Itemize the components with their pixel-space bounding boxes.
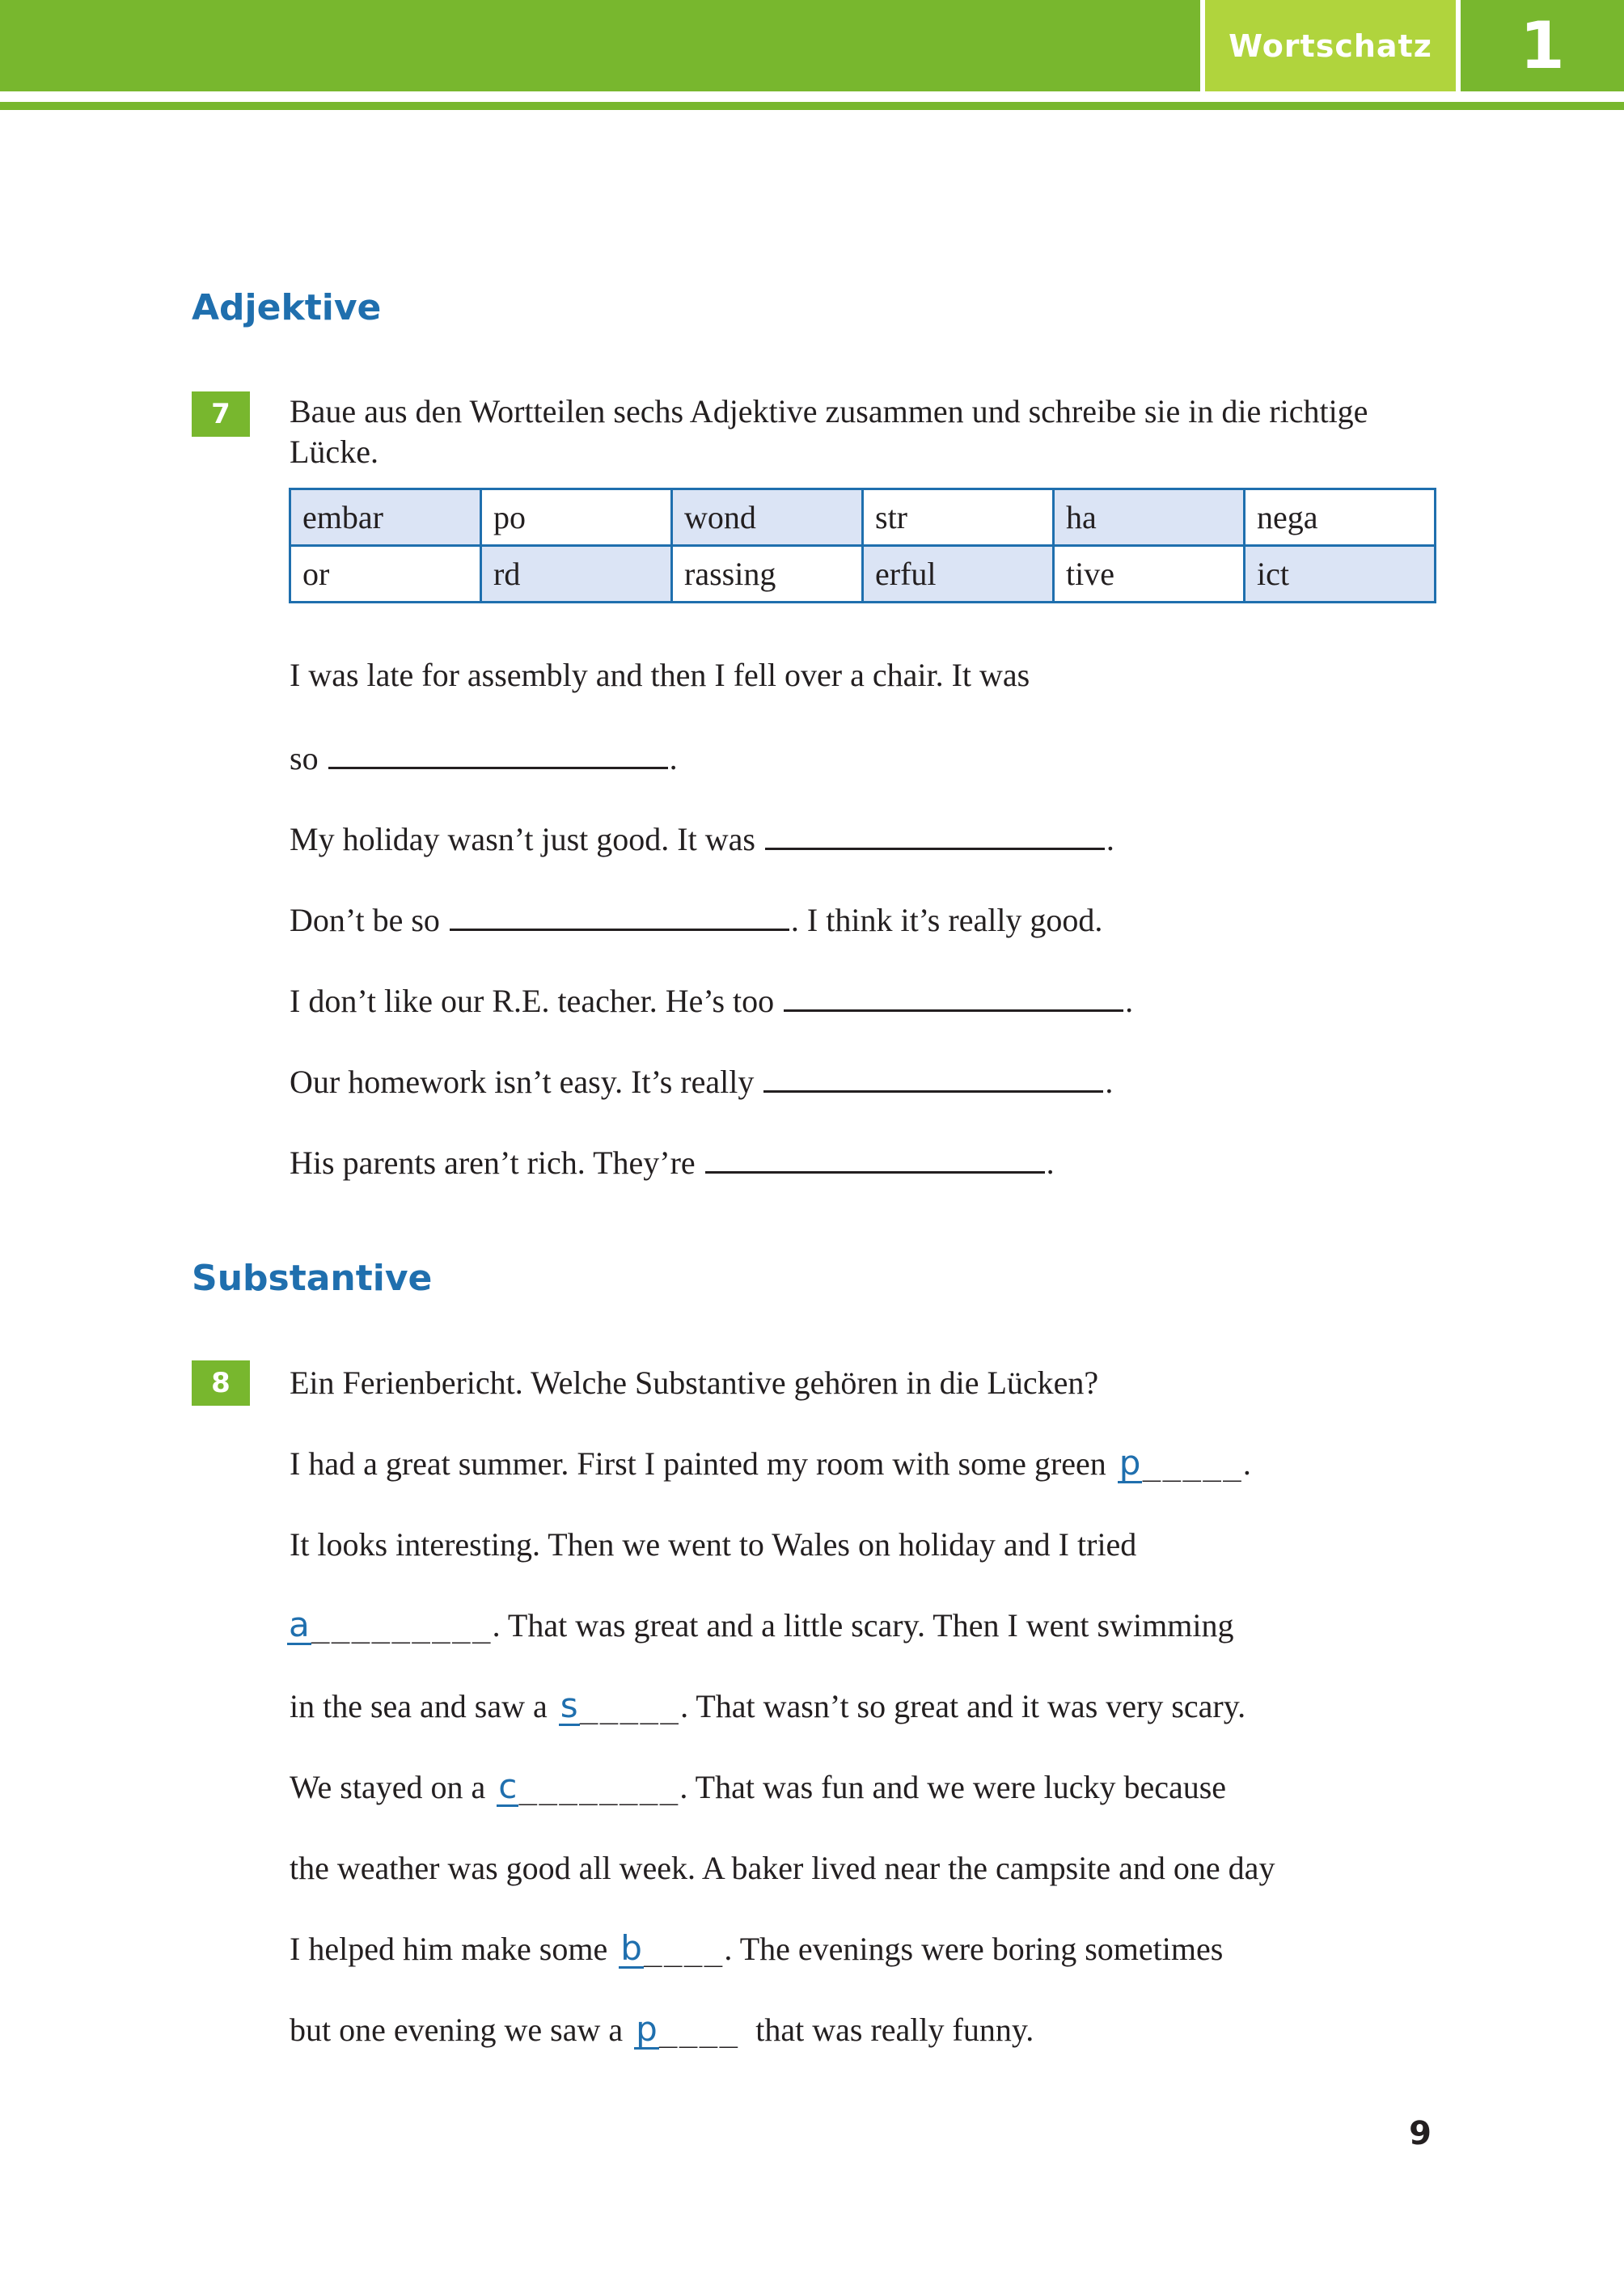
table-cell: rd: [481, 546, 672, 603]
text-segment: . The evenings were boring sometimes: [724, 1931, 1224, 1967]
table-cell: embar: [290, 489, 481, 546]
text-line: [290, 1848, 1275, 1889]
text-segment: It looks interesting. Then we went to Wales on holiday and I tried: [290, 1526, 1137, 1563]
gap-hint-letter[interactable]: p: [1119, 1443, 1141, 1483]
text-line: [290, 1767, 1226, 1808]
table-row: [290, 546, 1436, 603]
sentence-text: so: [290, 740, 319, 776]
exercise-number-badge: 8: [192, 1360, 250, 1406]
gap-hint-letter[interactable]: s: [560, 1686, 578, 1725]
exercise-instruction: Ein Ferienbericht. Welche Substantive gehören in die Lücken?: [290, 1364, 1099, 1401]
text-line: [290, 1444, 1251, 1484]
table-cell: rassing: [672, 546, 863, 603]
sentence-text: My holiday wasn’t just good. It was: [290, 821, 755, 857]
sentence-line: [290, 817, 1114, 860]
text-segment: the weather was good all week. A baker lived near the campsite and one day: [290, 1850, 1275, 1886]
answer-blank[interactable]: [450, 898, 789, 931]
answer-blank[interactable]: [763, 1060, 1103, 1093]
text-segment: that was really funny.: [739, 2012, 1034, 2048]
sentence-line: [290, 1060, 1113, 1102]
table-cell: nega: [1245, 489, 1436, 546]
sentence-text: His parents aren’t rich. They’re: [290, 1144, 696, 1181]
text-line: [290, 2010, 1034, 2050]
sentence-text: Don’t be so: [290, 902, 440, 938]
gap-hint-letter[interactable]: b: [620, 1928, 642, 1968]
answer-blank[interactable]: [705, 1140, 1045, 1174]
sentence-text: .: [1106, 821, 1114, 857]
exercise-instruction: Baue aus den Wortteilen sechs Adjektive zusammen und schreibe sie in die richtige Lücke.: [290, 393, 1368, 470]
text-segment: . That was fun and we were lucky because: [679, 1769, 1227, 1805]
chapter-number: 1: [1520, 8, 1565, 83]
gap-dashes: _________: [311, 1608, 493, 1644]
sentence-line: [290, 898, 1102, 941]
sentence-text: .: [1105, 1064, 1114, 1100]
section-tab-label: Wortschatz: [1205, 0, 1456, 91]
gap-dashes: _____: [579, 1689, 681, 1724]
text-segment: . That wasn’t so great and it was very scary.: [680, 1688, 1246, 1724]
exercise-number-badge: 7: [192, 391, 250, 437]
sentence-text: .: [1046, 1144, 1055, 1181]
answer-blank[interactable]: [784, 979, 1123, 1012]
text-line: [290, 1929, 1223, 1969]
gap-hint-letter[interactable]: c: [498, 1766, 518, 1806]
table-row: [290, 489, 1436, 546]
text-line: [290, 1686, 1245, 1727]
gap-hint-letter[interactable]: a: [289, 1605, 310, 1644]
table-cell: wond: [672, 489, 863, 546]
sentence-line: [290, 655, 1030, 696]
text-segment: I helped him make some: [290, 1931, 608, 1967]
sentence-text: . I think it’s really good.: [790, 902, 1103, 938]
sentence-text: .: [669, 740, 678, 776]
text-segment: . That was great and a little scary. Then I went swimming: [492, 1607, 1234, 1644]
sentence-text: Our homework isn’t easy. It’s really: [290, 1064, 755, 1100]
text-segment: We stayed on a: [290, 1769, 486, 1805]
text-segment: in the sea and saw a: [290, 1688, 548, 1724]
word-parts-table: [289, 488, 1436, 603]
answer-blank[interactable]: [328, 736, 668, 769]
text-line: [290, 1525, 1136, 1565]
sentence-line: [290, 1140, 1055, 1183]
table-cell: tive: [1054, 546, 1245, 603]
text-segment: but one evening we saw a: [290, 2012, 624, 2048]
table-cell: po: [481, 489, 672, 546]
table-cell: str: [863, 489, 1054, 546]
gap-dashes: ____: [643, 1931, 725, 1967]
sentence-line: [290, 736, 678, 779]
page-number: 9: [1409, 2115, 1432, 2152]
sentence-text: I don’t like our R.E. teacher. He’s too: [290, 983, 775, 1019]
gap-dashes: _____: [1142, 1446, 1243, 1482]
gap-dashes: ________: [518, 1770, 680, 1805]
gap-dashes: ____: [658, 2012, 740, 2048]
gap-hint-letter[interactable]: p: [636, 2009, 658, 2049]
sentence-text: I was late for assembly and then I fell over a chair. It was: [290, 657, 1030, 693]
table-cell: erful: [863, 546, 1054, 603]
sentence-line: [290, 979, 1133, 1022]
table-cell: ict: [1245, 546, 1436, 603]
text-line: [287, 1606, 1233, 1646]
text-segment: .: [1242, 1445, 1251, 1482]
sentence-text: .: [1125, 983, 1134, 1019]
header-rule: [0, 102, 1624, 110]
section-heading-substantive: Substantive: [192, 1258, 433, 1299]
table-cell: ha: [1054, 489, 1245, 546]
table-cell: or: [290, 546, 481, 603]
section-heading-adjektive: Adjektive: [192, 287, 382, 328]
answer-blank[interactable]: [765, 817, 1105, 850]
text-segment: I had a great summer. First I painted my room with some green: [290, 1445, 1106, 1482]
